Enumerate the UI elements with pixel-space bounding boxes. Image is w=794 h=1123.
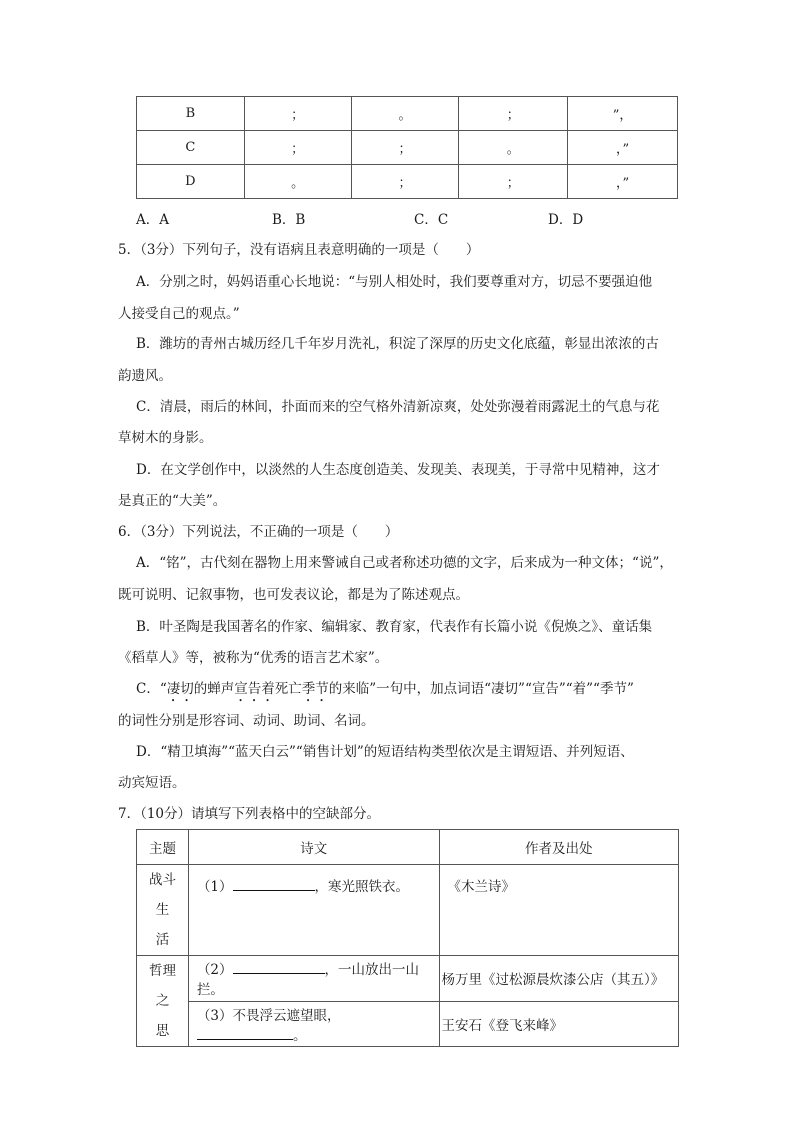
theme-text: 哲理之: [148, 963, 176, 1009]
q5-option-d[interactable]: D．在文学创作中，以淡然的人生态度创造美、发现美、表现美，于寻常中见精神，这才: [136, 462, 660, 478]
q6-option-c-cont: 的词性分别是形容词、动词、助词、名词。: [118, 713, 375, 729]
punctuation-table: [136, 96, 678, 199]
header-source: 作者及出处: [439, 830, 678, 865]
option-d[interactable]: D．D: [548, 212, 584, 228]
header-poem: 诗文: [188, 830, 439, 865]
table-cell: ”，: [568, 97, 678, 131]
q5-option-b[interactable]: B．潍坊的青州古城历经几千年岁月洗礼，积淀了深厚的历史文化底蕴，彰显出浓浓的古: [136, 336, 659, 352]
q5-option-a[interactable]: A．分别之时，妈妈语重心长地说：“与别人相处时，我们要尊重对方，切忌不要强迫他: [136, 274, 653, 290]
text: ，一山放出一山拦。: [196, 962, 420, 999]
text: C．“: [136, 681, 167, 697]
poem-cell: [188, 865, 439, 956]
dotted-word: 着: [261, 681, 275, 697]
header-theme: 主题: [137, 830, 189, 865]
q5-stem: 5．（3分）下列句子，没有语病且表意明确的一项是（ ）: [118, 242, 480, 258]
row-label: D: [137, 165, 245, 199]
table-cell: ；: [244, 131, 351, 165]
text: 死亡: [274, 681, 302, 697]
q6-option-d-cont: 动宾短语。: [118, 775, 186, 791]
table-cell: ，”: [568, 165, 678, 199]
theme-cell: [137, 956, 189, 1047]
table-row: [137, 131, 678, 165]
poem-cell: [188, 1001, 439, 1047]
q7-stem: 7．（10分）请填写下列表格中的空缺部分。: [118, 806, 381, 822]
table-cell: ；: [351, 131, 459, 165]
q6-option-d[interactable]: D．“精卫填海”“蓝天白云”“销售计划”的短语结构类型依次是主谓短语、并列短语、: [136, 744, 634, 760]
answer-blank-1[interactable]: [233, 876, 315, 891]
option-b[interactable]: B．B: [272, 212, 306, 228]
table-cell: ；: [459, 165, 568, 199]
table-row: [137, 165, 678, 199]
dotted-word: 凄切: [166, 681, 194, 697]
dotted-word: 宣告: [234, 681, 262, 697]
table-cell: 。: [351, 97, 459, 131]
table-cell: 。: [244, 165, 351, 199]
table-row: [137, 1001, 679, 1047]
table-cell: ；: [351, 165, 459, 199]
q5-option-a-cont: 人接受自己的观点。”: [118, 306, 240, 322]
text: （1）: [196, 879, 233, 895]
row-label: B: [137, 97, 245, 131]
answer-blank-3[interactable]: [197, 1025, 293, 1040]
table-row: [137, 956, 679, 1002]
source-cell: 杨万里《过松源晨炊漆公店（其五）》: [439, 956, 678, 1002]
option-c[interactable]: C．C: [414, 212, 449, 228]
text: （2）: [196, 962, 233, 979]
theme-text: 思: [155, 1023, 170, 1039]
table-cell: ，”: [568, 131, 678, 165]
source-cell: 《木兰诗》: [439, 865, 678, 956]
q6-option-a[interactable]: A．“铭”，古代刻在器物上用来警诫自己或者称述功德的文字，后来成为一种文体；“说”，: [136, 555, 673, 571]
poem-table: [136, 829, 679, 1047]
text: 的蝉声: [193, 681, 235, 697]
text: ，寒光照铁衣。: [314, 879, 410, 895]
source-cell: 王安石《登飞来峰》: [439, 1001, 678, 1047]
q5-option-b-cont: 韵遗风。: [118, 368, 172, 384]
row-label: C: [137, 131, 245, 165]
q4-options: [0, 208, 794, 230]
theme-text: 活: [155, 932, 170, 948]
q6-option-a-cont: 既可说明、记叙事物，也可发表议论，都是为了陈述观点。: [118, 587, 469, 603]
option-a[interactable]: A．A: [136, 212, 169, 228]
q6-option-c[interactable]: [136, 679, 696, 705]
dotted-word: 季节: [301, 681, 329, 697]
text: （3）不畏浮云遮望眼，: [196, 1007, 341, 1024]
q6-stem: 6．（3分）下列说法，不正确的一项是（ ）: [118, 524, 399, 540]
table-cell: ；: [459, 97, 568, 131]
text: 的来临”一句中，加点词语“凄切”“宣告”“着”“季节”: [328, 681, 634, 697]
q5-option-c-cont: 草树木的身影。: [118, 430, 213, 446]
text: 。: [292, 1027, 307, 1044]
q5-option-c[interactable]: C．清晨，雨后的林间，扑面而来的空气格外清新凉爽，处处弥漫着雨露泥土的气息与花: [136, 399, 660, 415]
q6-option-b[interactable]: B．叶圣陶是我国著名的作家、编辑家、教育家，代表作有长篇小说《倪焕之》、童话集: [136, 619, 653, 635]
q5-option-d-cont: 是真正的“大美”。: [118, 493, 227, 509]
table-row: [137, 865, 679, 956]
theme-text: 战斗生: [148, 872, 176, 918]
answer-blank-2[interactable]: [233, 959, 325, 974]
table-row: [137, 97, 678, 131]
table-cell: 。: [459, 131, 568, 165]
table-cell: ；: [244, 97, 351, 131]
theme-cell: [137, 865, 189, 956]
q6-option-b-cont: 《稻草人》等，被称为“优秀的语言艺术家”。: [118, 650, 389, 666]
poem-cell: [188, 956, 439, 1002]
table-header-row: [137, 830, 679, 865]
